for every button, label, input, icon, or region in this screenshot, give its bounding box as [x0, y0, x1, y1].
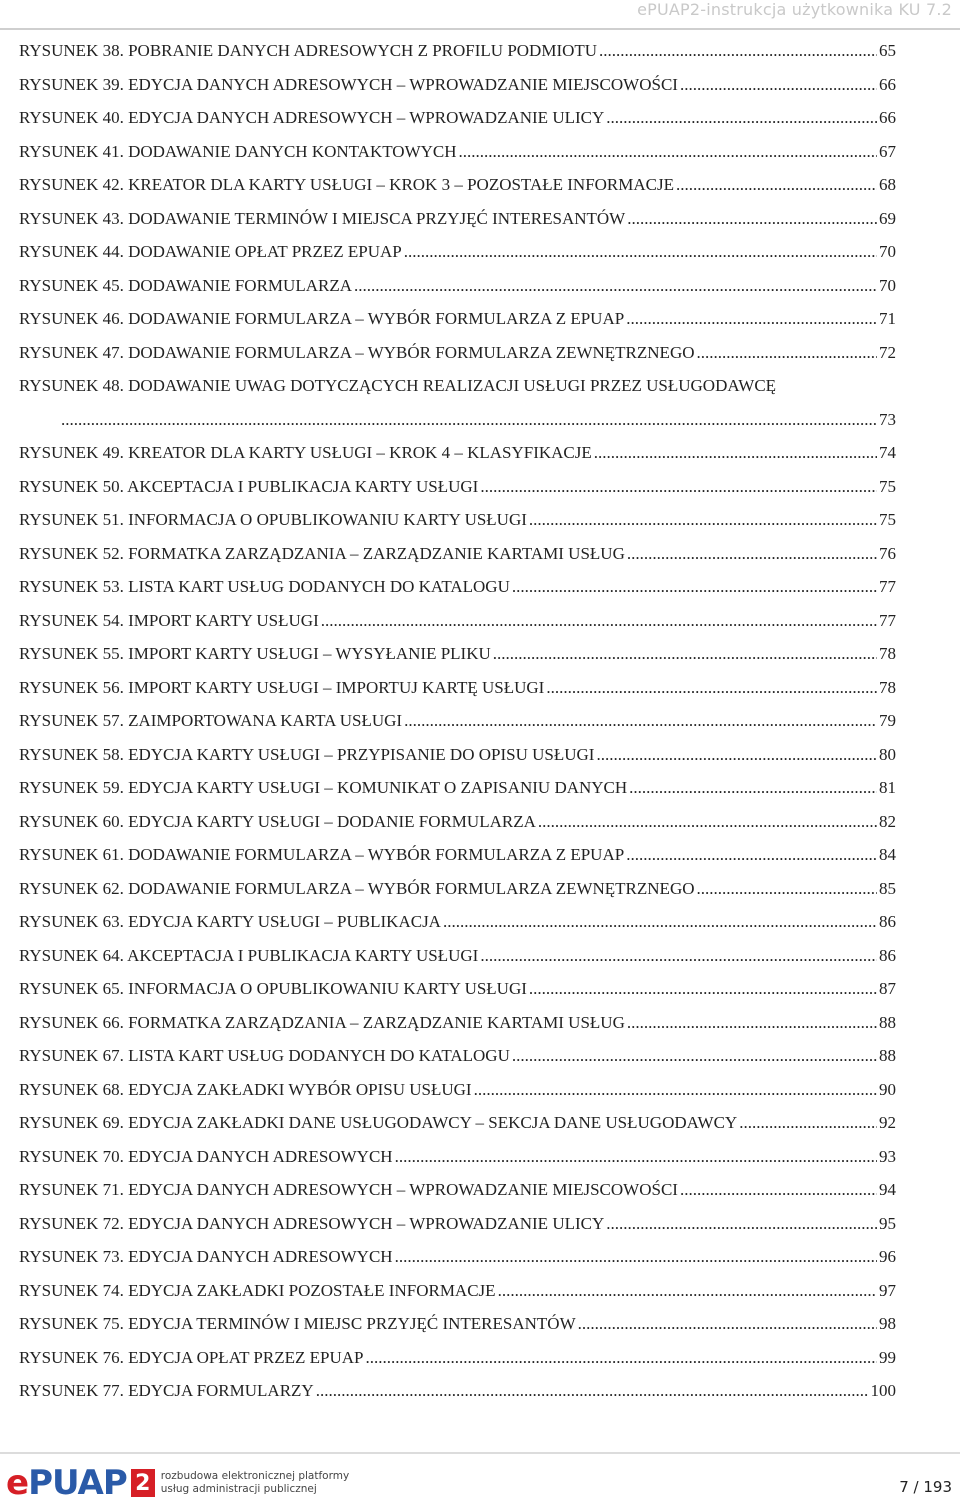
- toc-entry-page: 81: [879, 778, 896, 797]
- epuap-wordmark: ePUAP: [6, 1463, 127, 1503]
- toc-entry-label: RYSUNEK 44. DODAWANIE OPŁAT PRZEZ EPUAP: [19, 242, 402, 261]
- page-indicator: 7 / 193: [899, 1478, 952, 1496]
- toc-entry-label: RYSUNEK 40. EDYCJA DANYCH ADRESOWYCH – WPROWADZANIE ULICY: [19, 108, 605, 127]
- toc-dot-leader: [512, 1046, 877, 1066]
- toc-entry-label: RYSUNEK 50. AKCEPTACJA I PUBLIKACJA KARTY USŁUGI: [19, 476, 479, 496]
- toc-entry[interactable]: [19, 276, 896, 310]
- toc-entry-label: RYSUNEK 55. IMPORT KARTY USŁUGI – WYSYŁANIE PLIKU: [19, 644, 491, 663]
- toc-entry[interactable]: [19, 175, 896, 209]
- toc-entry-page: 88: [879, 1046, 896, 1065]
- toc-dot-leader: [395, 1247, 877, 1267]
- toc-entry[interactable]: [19, 577, 896, 611]
- toc-dot-leader: [697, 879, 878, 899]
- toc-entry-label: RYSUNEK 45. DODAWANIE FORMULARZA: [19, 275, 352, 295]
- toc-entry-page: 75: [879, 476, 896, 496]
- toc-entry[interactable]: [19, 108, 896, 142]
- toc-entry[interactable]: [19, 778, 896, 812]
- toc-dot-leader: [529, 979, 877, 999]
- toc-entry-page: 95: [879, 1213, 896, 1233]
- toc-entry-label: RYSUNEK 76. EDYCJA OPŁAT PRZEZ EPUAP: [19, 1347, 364, 1367]
- toc-entry-label: RYSUNEK 39. EDYCJA DANYCH ADRESOWYCH – WPROWADZANIE MIEJSCOWOŚCI: [19, 74, 678, 94]
- toc-entry-page: 78: [879, 644, 896, 663]
- toc-dot-leader: [404, 242, 877, 262]
- toc-entry-page: 66: [879, 108, 896, 127]
- toc-entry[interactable]: [19, 979, 896, 1013]
- toc-dot-leader: [538, 812, 877, 832]
- toc-entry-label: RYSUNEK 53. LISTA KART USŁUG DODANYCH DO KATALOGU: [19, 577, 510, 596]
- toc-entry-page: 78: [879, 677, 896, 697]
- toc-dot-leader: [61, 410, 877, 430]
- toc-dot-leader: [480, 477, 877, 497]
- toc-dot-leader: [606, 1214, 877, 1234]
- toc-entry-page: 69: [879, 208, 896, 228]
- toc-entry[interactable]: [19, 1113, 896, 1147]
- document-header-title: ePUAP2-instrukcja użytkownika KU 7.2: [637, 0, 952, 19]
- toc-entry-page: 75: [879, 510, 896, 529]
- toc-entry-page: 87: [879, 979, 896, 998]
- toc-entry-label: RYSUNEK 69. EDYCJA ZAKŁADKI DANE USŁUGODAWCY – SEKCJA DANE USŁUGODAWCY: [19, 1113, 738, 1132]
- toc-entry-label: RYSUNEK 54. IMPORT KARTY USŁUGI: [19, 610, 319, 630]
- toc-dot-leader: [316, 1381, 869, 1401]
- toc-entry-page: 88: [879, 1012, 896, 1032]
- toc-entry[interactable]: [19, 242, 896, 276]
- toc-entry-page: 70: [879, 242, 896, 261]
- toc-entry[interactable]: [19, 510, 896, 544]
- toc-dot-leader: [546, 678, 877, 698]
- toc-entry-label: RYSUNEK 72. EDYCJA DANYCH ADRESOWYCH – WPROWADZANIE ULICY: [19, 1213, 605, 1233]
- toc-dot-leader: [680, 75, 877, 95]
- toc-dot-leader: [697, 343, 878, 363]
- toc-entry-page: 67: [879, 141, 896, 161]
- toc-entry-page: 100: [870, 1381, 896, 1400]
- toc-dot-leader: [529, 510, 877, 530]
- toc-dot-leader: [443, 912, 877, 932]
- toc-entry[interactable]: [19, 644, 896, 678]
- toc-dot-leader: [321, 611, 877, 631]
- toc-entry[interactable]: [19, 410, 896, 444]
- toc-entry-page: 85: [879, 878, 896, 898]
- toc-entry-label: RYSUNEK 71. EDYCJA DANYCH ADRESOWYCH – WPROWADZANIE MIEJSCOWOŚCI: [19, 1180, 678, 1199]
- toc-entry-label: RYSUNEK 64. AKCEPTACJA I PUBLIKACJA KARTY USŁUGI: [19, 945, 479, 965]
- toc-entry-label: RYSUNEK 46. DODAWANIE FORMULARZA – WYBÓR FORMULARZA Z EPUAP: [19, 309, 625, 328]
- toc-entry[interactable]: [19, 678, 896, 712]
- toc-entry-page: 65: [879, 41, 896, 60]
- toc-entry[interactable]: [19, 611, 896, 645]
- toc-entry-page: 71: [879, 309, 896, 328]
- toc-dot-leader: [626, 845, 877, 865]
- toc-entry-label: RYSUNEK 58. EDYCJA KARTY USŁUGI – PRZYPISANIE DO OPISU USŁUGI: [19, 744, 595, 764]
- toc-dot-leader: [512, 577, 877, 597]
- toc-entry-label: RYSUNEK 41. DODAWANIE DANYCH KONTAKTOWYCH: [19, 141, 457, 161]
- toc-entry-page: 70: [879, 275, 896, 295]
- toc-entry-label: RYSUNEK 61. DODAWANIE FORMULARZA – WYBÓR FORMULARZA Z EPUAP: [19, 845, 625, 864]
- toc-entry-page: 66: [879, 74, 896, 94]
- toc-entry-page: 97: [879, 1280, 896, 1300]
- toc-entry[interactable]: [19, 376, 896, 410]
- toc-dot-leader: [474, 1080, 877, 1100]
- toc-entry-label: RYSUNEK 67. LISTA KART USŁUG DODANYCH DO KATALOGU: [19, 1046, 510, 1065]
- toc-entry-page: 74: [879, 443, 896, 462]
- toc-entry[interactable]: [19, 142, 896, 176]
- toc-entry[interactable]: [19, 812, 896, 846]
- header-divider: [0, 28, 960, 30]
- toc-entry-page: 86: [879, 912, 896, 931]
- toc-dot-leader: [627, 1013, 877, 1033]
- toc-dot-leader: [354, 276, 877, 296]
- toc-entry[interactable]: [19, 1080, 896, 1114]
- toc-entry[interactable]: [19, 443, 896, 477]
- toc-entry-page: 84: [879, 845, 896, 864]
- toc-entry[interactable]: [19, 879, 896, 913]
- epuap-logo: [6, 1463, 350, 1503]
- toc-entry-label: RYSUNEK 65. INFORMACJA O OPUBLIKOWANIU KARTY USŁUGI: [19, 979, 527, 998]
- toc-entry-label: RYSUNEK 73. EDYCJA DANYCH ADRESOWYCH: [19, 1247, 393, 1266]
- toc-entry-page: 98: [879, 1314, 896, 1333]
- logo-tagline: rozbudowa elektronicznej platformy usług administracji publicznej: [160, 1470, 350, 1495]
- toc-entry[interactable]: [19, 309, 896, 343]
- toc-dot-leader: [626, 309, 877, 329]
- toc-entry-label: RYSUNEK 60. EDYCJA KARTY USŁUGI – DODANIE FORMULARZA: [19, 811, 536, 831]
- footer-divider: [0, 1452, 960, 1454]
- toc-entry[interactable]: [19, 343, 896, 377]
- table-of-figures: [19, 41, 896, 1415]
- toc-entry[interactable]: [19, 1214, 896, 1248]
- toc-entry[interactable]: [19, 1247, 896, 1281]
- toc-entry-label: RYSUNEK 43. DODAWANIE TERMINÓW I MIEJSCA PRZYJĘĆ INTERESANTÓW: [19, 208, 626, 228]
- toc-entry-label: RYSUNEK 51. INFORMACJA O OPUBLIKOWANIU KARTY USŁUGI: [19, 510, 527, 529]
- toc-entry[interactable]: [19, 1180, 896, 1214]
- toc-entry[interactable]: [19, 1046, 896, 1080]
- toc-entry[interactable]: [19, 845, 896, 879]
- toc-entry-label: RYSUNEK 75. EDYCJA TERMINÓW I MIEJSC PRZYJĘĆ INTERESANTÓW: [19, 1314, 576, 1333]
- toc-dot-leader: [596, 745, 877, 765]
- toc-entry-page: 72: [879, 342, 896, 362]
- toc-entry-label: RYSUNEK 52. FORMATKA ZARZĄDZANIA – ZARZĄDZANIE KARTAMI USŁUG: [19, 543, 625, 563]
- toc-dot-leader: [480, 946, 877, 966]
- toc-entry-page: 93: [879, 1146, 896, 1166]
- toc-entry-page: 79: [879, 711, 896, 730]
- toc-entry-label: RYSUNEK 68. EDYCJA ZAKŁADKI WYBÓR OPISU USŁUGI: [19, 1079, 472, 1099]
- toc-entry[interactable]: [19, 1147, 896, 1181]
- toc-entry-label: RYSUNEK 47. DODAWANIE FORMULARZA – WYBÓR FORMULARZA ZEWNĘTRZNEGO: [19, 342, 695, 362]
- toc-entry-page: 92: [879, 1113, 896, 1132]
- toc-entry[interactable]: [19, 912, 896, 946]
- toc-dot-leader: [594, 443, 877, 463]
- toc-entry-page: 68: [879, 175, 896, 194]
- toc-entry[interactable]: [19, 209, 896, 243]
- toc-entry-page: 73: [879, 409, 896, 429]
- toc-dot-leader: [627, 209, 877, 229]
- toc-dot-leader: [459, 142, 877, 162]
- toc-entry-label: RYSUNEK 42. KREATOR DLA KARTY USŁUGI – KROK 3 – POZOSTAŁE INFORMACJE: [19, 175, 674, 194]
- toc-entry-label: RYSUNEK 59. EDYCJA KARTY USŁUGI – KOMUNIKAT O ZAPISANIU DANYCH: [19, 778, 628, 797]
- toc-dot-leader: [404, 711, 877, 731]
- toc-entry-label: RYSUNEK 66. FORMATKA ZARZĄDZANIA – ZARZĄDZANIE KARTAMI USŁUG: [19, 1012, 625, 1032]
- toc-dot-leader: [599, 41, 877, 61]
- toc-dot-leader: [498, 1281, 877, 1301]
- toc-entry[interactable]: [19, 1348, 896, 1382]
- toc-entry-label: RYSUNEK 49. KREATOR DLA KARTY USŁUGI – KROK 4 – KLASYFIKACJE: [19, 443, 592, 462]
- toc-entry[interactable]: [19, 75, 896, 109]
- toc-entry[interactable]: [19, 41, 896, 75]
- toc-entry-page: 82: [879, 811, 896, 831]
- toc-entry[interactable]: [19, 477, 896, 511]
- toc-entry-label: RYSUNEK 77. EDYCJA FORMULARZY: [19, 1381, 314, 1400]
- toc-dot-leader: [606, 108, 877, 128]
- toc-entry-page: 86: [879, 945, 896, 965]
- toc-entry-label: RYSUNEK 38. POBRANIE DANYCH ADRESOWYCH Z PROFILU PODMIOTU: [19, 41, 598, 60]
- toc-entry-page: 76: [879, 543, 896, 563]
- toc-entry-label: RYSUNEK 56. IMPORT KARTY USŁUGI – IMPORTUJ KARTĘ USŁUGI: [19, 677, 545, 697]
- toc-entry-page: 90: [879, 1079, 896, 1099]
- toc-entry-label: RYSUNEK 74. EDYCJA ZAKŁADKI POZOSTAŁE INFORMACJE: [19, 1280, 496, 1300]
- toc-dot-leader: [395, 1147, 877, 1167]
- toc-entry[interactable]: [19, 711, 896, 745]
- toc-entry-page: 77: [879, 610, 896, 630]
- toc-entry-page: 80: [879, 744, 896, 764]
- toc-entry-label: RYSUNEK 62. DODAWANIE FORMULARZA – WYBÓR FORMULARZA ZEWNĘTRZNEGO: [19, 878, 695, 898]
- toc-dot-leader: [365, 1348, 877, 1368]
- toc-entry[interactable]: [19, 1381, 896, 1415]
- toc-entry[interactable]: [19, 745, 896, 779]
- toc-entry-label: RYSUNEK 63. EDYCJA KARTY USŁUGI – PUBLIKACJA: [19, 912, 441, 931]
- toc-dot-leader: [739, 1113, 877, 1133]
- toc-dot-leader: [680, 1180, 877, 1200]
- toc-dot-leader: [627, 544, 877, 564]
- version-badge: 2: [131, 1469, 155, 1497]
- toc-entry-label: RYSUNEK 70. EDYCJA DANYCH ADRESOWYCH: [19, 1146, 393, 1166]
- toc-entry-page: 94: [879, 1180, 896, 1199]
- toc-dot-leader: [629, 778, 877, 798]
- toc-entry-label: RYSUNEK 48. DODAWANIE UWAG DOTYCZĄCYCH REALIZACJI USŁUGI PRZEZ USŁUGODAWCĘ: [19, 376, 777, 395]
- toc-entry[interactable]: [19, 544, 896, 578]
- toc-entry-label: RYSUNEK 57. ZAIMPORTOWANA KARTA USŁUGI: [19, 711, 403, 730]
- toc-entry-page: 96: [879, 1247, 896, 1266]
- toc-entry[interactable]: [19, 1314, 896, 1348]
- toc-entry-page: 77: [879, 577, 896, 596]
- toc-entry[interactable]: [19, 1013, 896, 1047]
- toc-entry[interactable]: [19, 1281, 896, 1315]
- toc-dot-leader: [676, 175, 877, 195]
- toc-dot-leader: [578, 1314, 877, 1334]
- toc-dot-leader: [493, 644, 877, 664]
- toc-entry[interactable]: [19, 946, 896, 980]
- toc-entry-page: 99: [879, 1347, 896, 1367]
